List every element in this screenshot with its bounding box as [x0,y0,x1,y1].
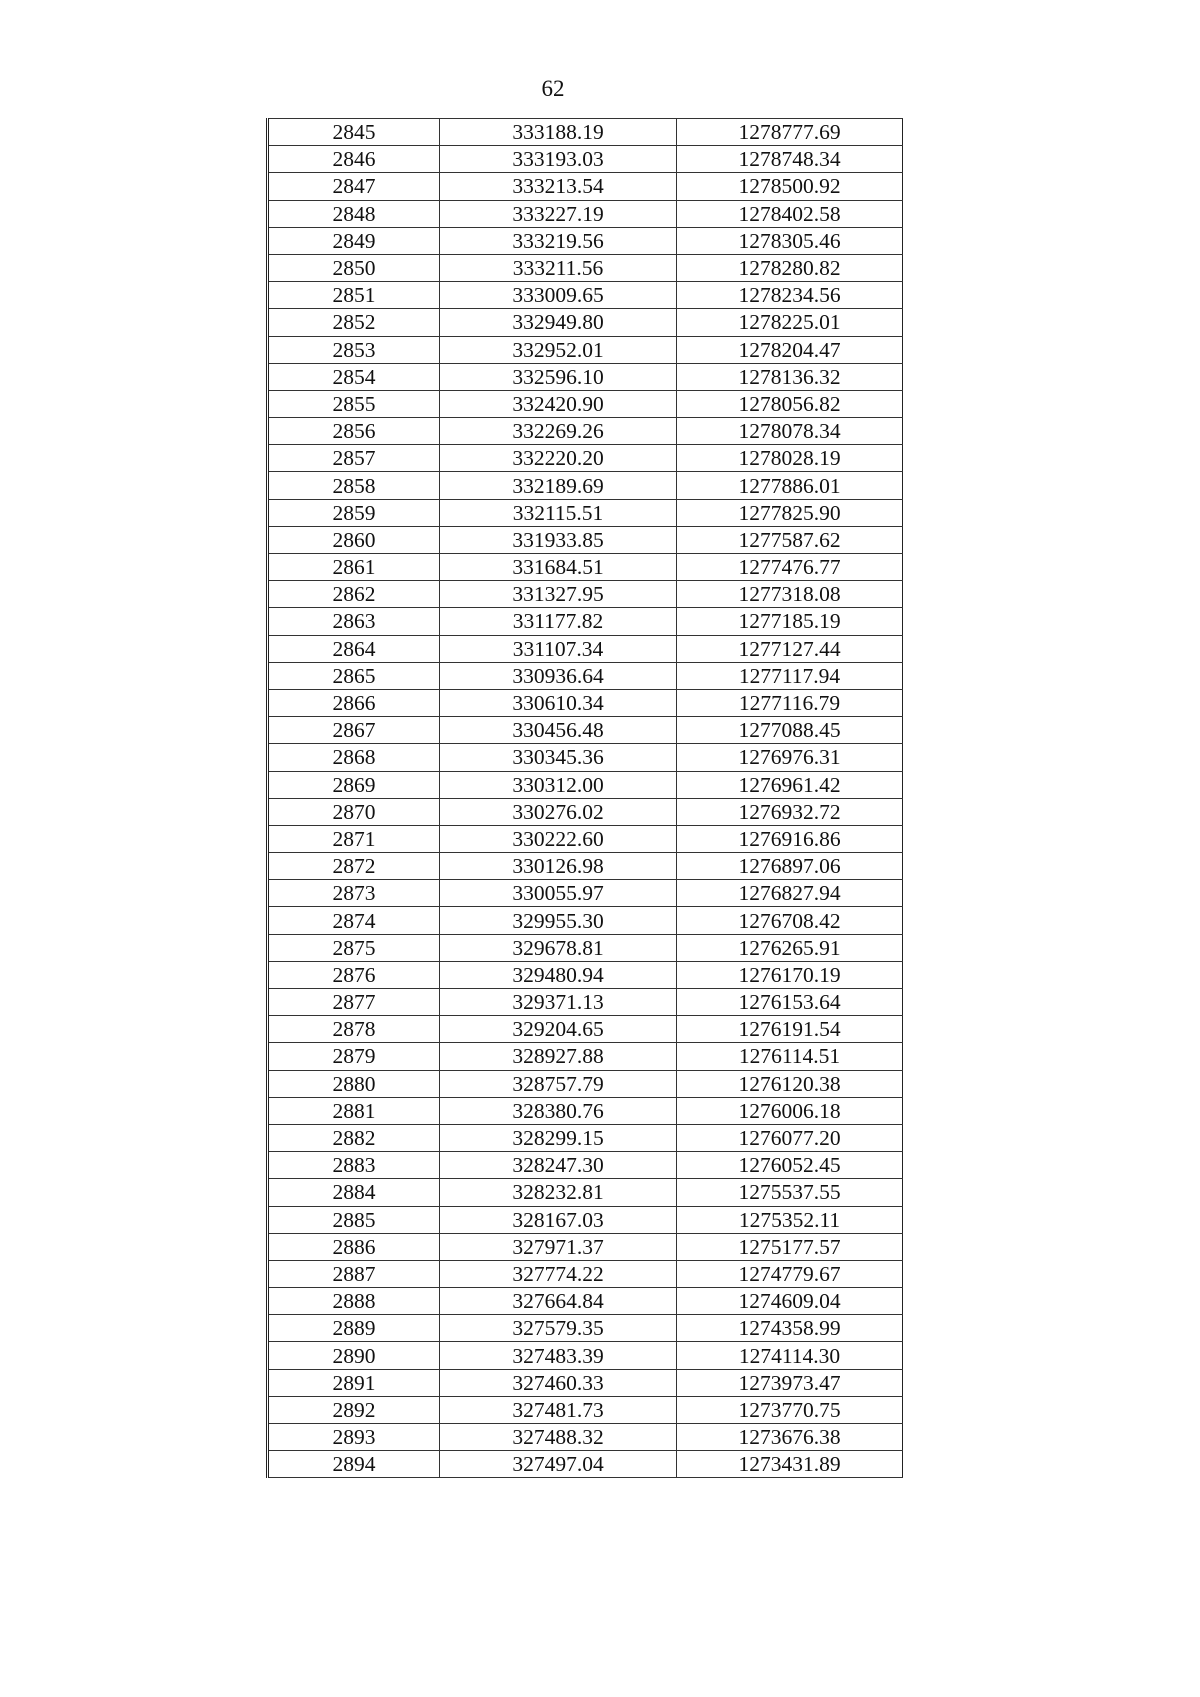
y-coordinate-cell: 1278234.56 [677,282,903,309]
y-coordinate-cell: 1278402.58 [677,200,903,227]
table-row [268,1097,903,1124]
point-number-cell: 2885 [268,1206,440,1233]
y-coordinate-cell: 1276006.18 [677,1097,903,1124]
x-coordinate-cell: 327481.73 [440,1396,677,1423]
point-number-cell: 2863 [268,608,440,635]
x-coordinate-cell: 330456.48 [440,717,677,744]
y-coordinate-cell: 1277476.77 [677,554,903,581]
point-number-cell: 2888 [268,1288,440,1315]
table-row [268,798,903,825]
table-row [268,227,903,254]
table-row [268,119,903,146]
point-number-cell: 2849 [268,227,440,254]
y-coordinate-cell: 1278777.69 [677,119,903,146]
point-number-cell: 2893 [268,1424,440,1451]
coordinates-table [266,118,903,1478]
point-number-cell: 2880 [268,1070,440,1097]
table-row [268,853,903,880]
y-coordinate-cell: 1276265.91 [677,934,903,961]
y-coordinate-cell: 1276170.19 [677,961,903,988]
table-row [268,771,903,798]
point-number-cell: 2847 [268,173,440,200]
x-coordinate-cell: 328299.15 [440,1124,677,1151]
y-coordinate-cell: 1275537.55 [677,1179,903,1206]
point-number-cell: 2891 [268,1369,440,1396]
y-coordinate-cell: 1276077.20 [677,1124,903,1151]
coordinates-table-body [268,119,903,1478]
x-coordinate-cell: 332596.10 [440,363,677,390]
table-row [268,146,903,173]
point-number-cell: 2853 [268,336,440,363]
x-coordinate-cell: 333213.54 [440,173,677,200]
table-row [268,554,903,581]
x-coordinate-cell: 332420.90 [440,390,677,417]
point-number-cell: 2875 [268,934,440,961]
x-coordinate-cell: 331107.34 [440,635,677,662]
x-coordinate-cell: 333219.56 [440,227,677,254]
x-coordinate-cell: 328927.88 [440,1043,677,1070]
point-number-cell: 2884 [268,1179,440,1206]
point-number-cell: 2858 [268,472,440,499]
table-row [268,1070,903,1097]
table-row [268,825,903,852]
table-row [268,934,903,961]
point-number-cell: 2886 [268,1233,440,1260]
y-coordinate-cell: 1277185.19 [677,608,903,635]
x-coordinate-cell: 332189.69 [440,472,677,499]
table-row [268,418,903,445]
y-coordinate-cell: 1276961.42 [677,771,903,798]
point-number-cell: 2892 [268,1396,440,1423]
table-row [268,744,903,771]
point-number-cell: 2890 [268,1342,440,1369]
y-coordinate-cell: 1273973.47 [677,1369,903,1396]
y-coordinate-cell: 1276120.38 [677,1070,903,1097]
y-coordinate-cell: 1276708.42 [677,907,903,934]
y-coordinate-cell: 1274779.67 [677,1260,903,1287]
point-number-cell: 2878 [268,1016,440,1043]
table-row [268,499,903,526]
y-coordinate-cell: 1278078.34 [677,418,903,445]
x-coordinate-cell: 330126.98 [440,853,677,880]
point-number-cell: 2866 [268,689,440,716]
point-number-cell: 2868 [268,744,440,771]
point-number-cell: 2876 [268,961,440,988]
point-number-cell: 2879 [268,1043,440,1070]
table-row [268,1179,903,1206]
table-row [268,1424,903,1451]
x-coordinate-cell: 333227.19 [440,200,677,227]
point-number-cell: 2873 [268,880,440,907]
x-coordinate-cell: 330222.60 [440,825,677,852]
table-row [268,1396,903,1423]
table-row [268,1152,903,1179]
x-coordinate-cell: 327497.04 [440,1451,677,1478]
point-number-cell: 2856 [268,418,440,445]
point-number-cell: 2854 [268,363,440,390]
x-coordinate-cell: 329955.30 [440,907,677,934]
table-row [268,689,903,716]
table-row [268,635,903,662]
x-coordinate-cell: 333009.65 [440,282,677,309]
y-coordinate-cell: 1278136.32 [677,363,903,390]
y-coordinate-cell: 1278204.47 [677,336,903,363]
table-row [268,363,903,390]
table-row [268,1369,903,1396]
x-coordinate-cell: 327774.22 [440,1260,677,1287]
y-coordinate-cell: 1277587.62 [677,526,903,553]
table-row [268,336,903,363]
table-row [268,173,903,200]
y-coordinate-cell: 1276897.06 [677,853,903,880]
table-row [268,1233,903,1260]
point-number-cell: 2865 [268,662,440,689]
x-coordinate-cell: 328380.76 [440,1097,677,1124]
x-coordinate-cell: 329678.81 [440,934,677,961]
x-coordinate-cell: 330276.02 [440,798,677,825]
table-row [268,200,903,227]
y-coordinate-cell: 1276191.54 [677,1016,903,1043]
y-coordinate-cell: 1277088.45 [677,717,903,744]
table-row [268,1288,903,1315]
point-number-cell: 2889 [268,1315,440,1342]
page-number: 62 [541,76,565,101]
point-number-cell: 2867 [268,717,440,744]
x-coordinate-cell: 328247.30 [440,1152,677,1179]
y-coordinate-cell: 1278748.34 [677,146,903,173]
table-row [268,608,903,635]
point-number-cell: 2887 [268,1260,440,1287]
x-coordinate-cell: 332115.51 [440,499,677,526]
point-number-cell: 2894 [268,1451,440,1478]
y-coordinate-cell: 1278280.82 [677,254,903,281]
table-row [268,1124,903,1151]
x-coordinate-cell: 331684.51 [440,554,677,581]
y-coordinate-cell: 1278500.92 [677,173,903,200]
table-row [268,1342,903,1369]
point-number-cell: 2846 [268,146,440,173]
y-coordinate-cell: 1278225.01 [677,309,903,336]
x-coordinate-cell: 327460.33 [440,1369,677,1396]
x-coordinate-cell: 327971.37 [440,1233,677,1260]
x-coordinate-cell: 330055.97 [440,880,677,907]
y-coordinate-cell: 1276052.45 [677,1152,903,1179]
point-number-cell: 2881 [268,1097,440,1124]
y-coordinate-cell: 1277127.44 [677,635,903,662]
point-number-cell: 2859 [268,499,440,526]
x-coordinate-cell: 330936.64 [440,662,677,689]
table-row [268,1260,903,1287]
y-coordinate-cell: 1277825.90 [677,499,903,526]
table-row [268,581,903,608]
table-row [268,526,903,553]
point-number-cell: 2877 [268,989,440,1016]
table-row [268,309,903,336]
x-coordinate-cell: 330312.00 [440,771,677,798]
x-coordinate-cell: 332949.80 [440,309,677,336]
x-coordinate-cell: 331327.95 [440,581,677,608]
point-number-cell: 2869 [268,771,440,798]
y-coordinate-cell: 1276932.72 [677,798,903,825]
y-coordinate-cell: 1273431.89 [677,1451,903,1478]
point-number-cell: 2848 [268,200,440,227]
y-coordinate-cell: 1276916.86 [677,825,903,852]
y-coordinate-cell: 1277318.08 [677,581,903,608]
x-coordinate-cell: 329480.94 [440,961,677,988]
x-coordinate-cell: 329371.13 [440,989,677,1016]
x-coordinate-cell: 330610.34 [440,689,677,716]
point-number-cell: 2870 [268,798,440,825]
table-row [268,1206,903,1233]
point-number-cell: 2845 [268,119,440,146]
table-row [268,1315,903,1342]
y-coordinate-cell: 1274114.30 [677,1342,903,1369]
table-row [268,880,903,907]
table-row [268,961,903,988]
table-row [268,1043,903,1070]
x-coordinate-cell: 332952.01 [440,336,677,363]
table-row [268,1451,903,1478]
point-number-cell: 2864 [268,635,440,662]
x-coordinate-cell: 328232.81 [440,1179,677,1206]
y-coordinate-cell: 1276114.51 [677,1043,903,1070]
point-number-cell: 2857 [268,445,440,472]
x-coordinate-cell: 331177.82 [440,608,677,635]
y-coordinate-cell: 1273770.75 [677,1396,903,1423]
table-row [268,1016,903,1043]
point-number-cell: 2882 [268,1124,440,1151]
y-coordinate-cell: 1277117.94 [677,662,903,689]
table-row [268,254,903,281]
table-row [268,717,903,744]
x-coordinate-cell: 332269.26 [440,418,677,445]
x-coordinate-cell: 329204.65 [440,1016,677,1043]
y-coordinate-cell: 1277886.01 [677,472,903,499]
table-row [268,390,903,417]
y-coordinate-cell: 1276153.64 [677,989,903,1016]
table-row [268,472,903,499]
y-coordinate-cell: 1278028.19 [677,445,903,472]
point-number-cell: 2850 [268,254,440,281]
point-number-cell: 2861 [268,554,440,581]
x-coordinate-cell: 327664.84 [440,1288,677,1315]
x-coordinate-cell: 328167.03 [440,1206,677,1233]
table-row [268,662,903,689]
x-coordinate-cell: 330345.36 [440,744,677,771]
x-coordinate-cell: 328757.79 [440,1070,677,1097]
x-coordinate-cell: 333211.56 [440,254,677,281]
table-row [268,907,903,934]
x-coordinate-cell: 327579.35 [440,1315,677,1342]
y-coordinate-cell: 1274609.04 [677,1288,903,1315]
point-number-cell: 2851 [268,282,440,309]
table-row [268,445,903,472]
y-coordinate-cell: 1273676.38 [677,1424,903,1451]
point-number-cell: 2871 [268,825,440,852]
x-coordinate-cell: 333188.19 [440,119,677,146]
y-coordinate-cell: 1276976.31 [677,744,903,771]
y-coordinate-cell: 1275177.57 [677,1233,903,1260]
point-number-cell: 2883 [268,1152,440,1179]
point-number-cell: 2862 [268,581,440,608]
y-coordinate-cell: 1275352.11 [677,1206,903,1233]
point-number-cell: 2852 [268,309,440,336]
point-number-cell: 2855 [268,390,440,417]
table-row [268,282,903,309]
table-row [268,989,903,1016]
y-coordinate-cell: 1278305.46 [677,227,903,254]
y-coordinate-cell: 1276827.94 [677,880,903,907]
x-coordinate-cell: 327483.39 [440,1342,677,1369]
y-coordinate-cell: 1274358.99 [677,1315,903,1342]
x-coordinate-cell: 327488.32 [440,1424,677,1451]
point-number-cell: 2860 [268,526,440,553]
x-coordinate-cell: 331933.85 [440,526,677,553]
y-coordinate-cell: 1278056.82 [677,390,903,417]
point-number-cell: 2874 [268,907,440,934]
point-number-cell: 2872 [268,853,440,880]
x-coordinate-cell: 333193.03 [440,146,677,173]
y-coordinate-cell: 1277116.79 [677,689,903,716]
x-coordinate-cell: 332220.20 [440,445,677,472]
